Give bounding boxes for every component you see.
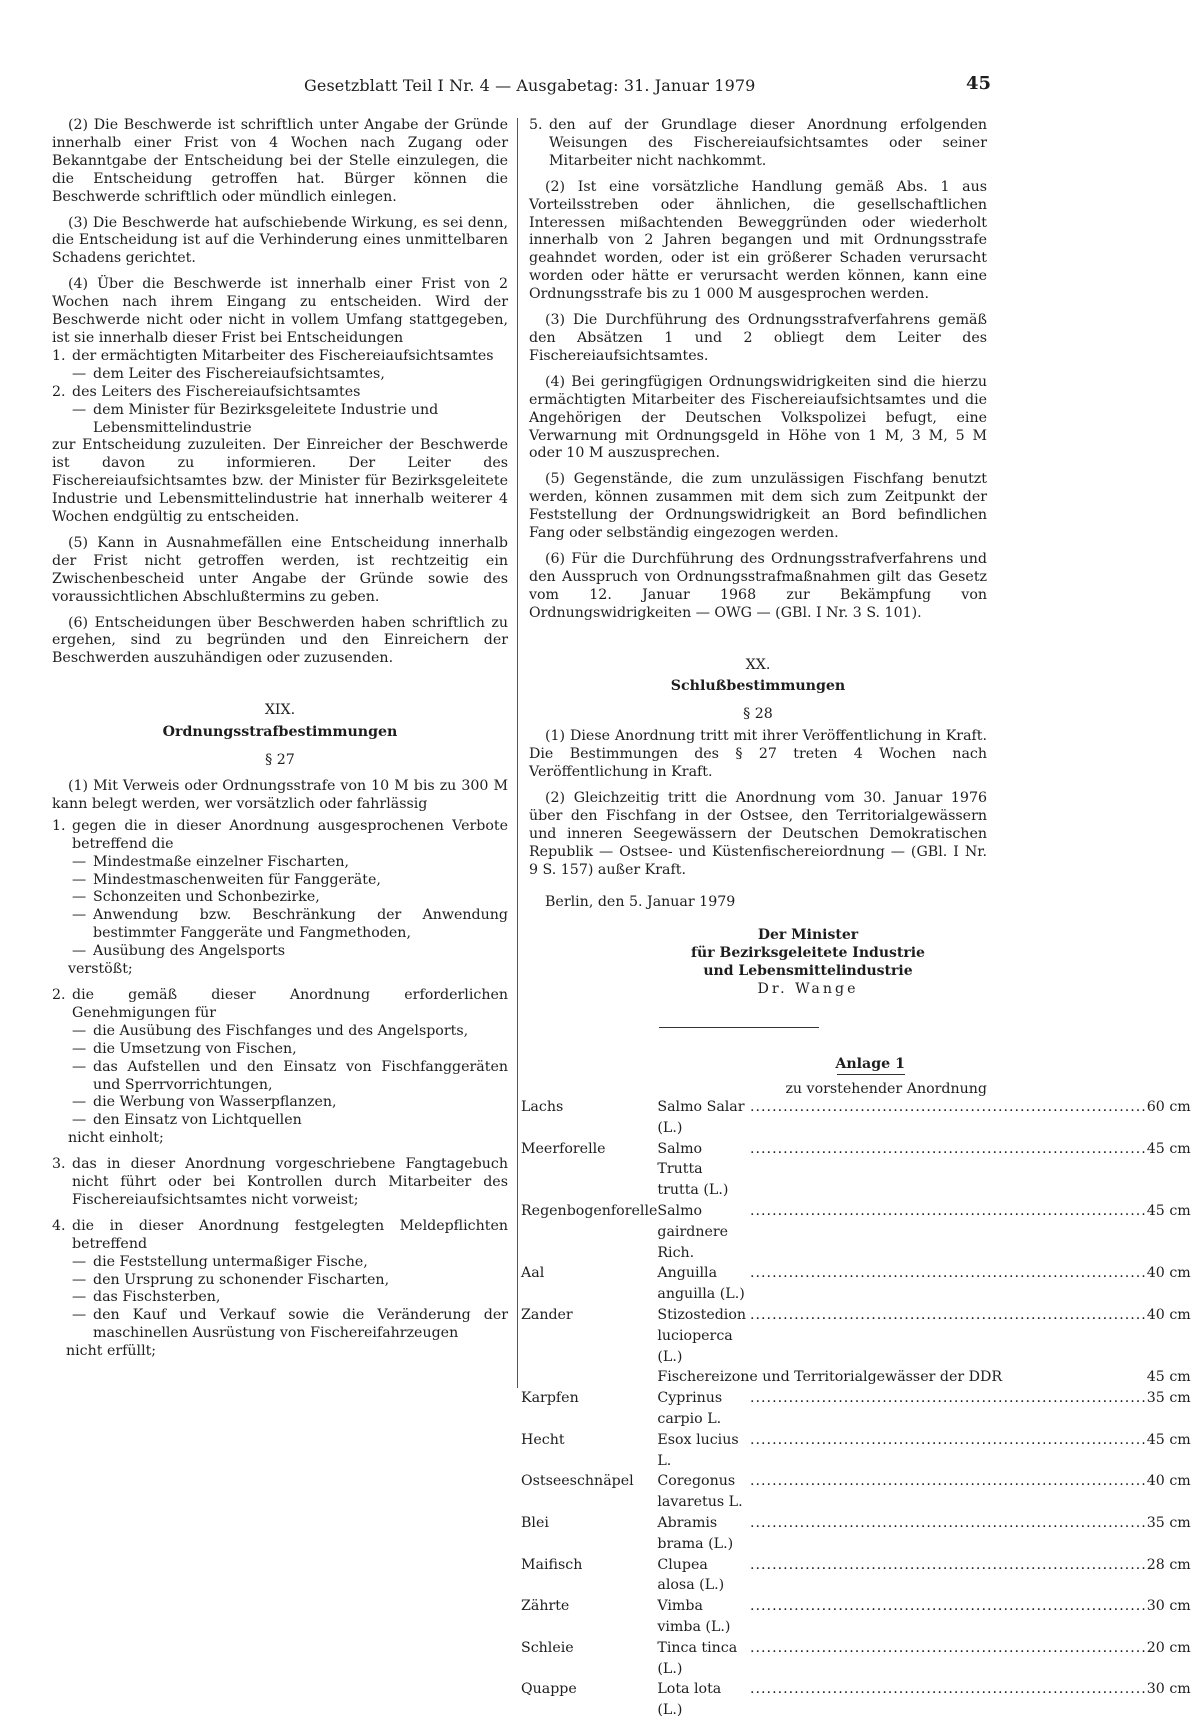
table-row (521, 1367, 1191, 1388)
fish-common-name: Zander (521, 1306, 573, 1323)
fish-latin-cell (657, 1201, 1146, 1263)
item-number: 3. (52, 1156, 66, 1173)
leader-dots (750, 1513, 1147, 1555)
paragraph-27-3: (3) Die Durchführung des Ordnungsstrafverfahrens gemäß den Absätzen 1 und 2 obliegt dem Leiter des Fischereiaufsichtsamtes. (529, 312, 987, 364)
dash-text: die Feststellung untermaßiger Fische, (93, 1253, 368, 1270)
dash-item: — den Ursprung zu schonender Fischarten, (72, 1271, 390, 1288)
item-text: die gemäß dieser Anordnung erforderlichen Genehmigungen für (72, 986, 508, 1021)
place-date: Berlin, den 5. Januar 1979 (545, 893, 736, 910)
fish-latin-cell (657, 1513, 1146, 1555)
table-row (521, 1097, 1191, 1139)
fish-size-table (521, 1097, 1191, 1721)
dash-text: Mindestmaschenweiten für Fanggeräte, (93, 871, 381, 888)
minimum-size: 30 cm (1146, 1681, 1191, 1698)
fish-common-name: Ostseeschnäpel (521, 1473, 634, 1490)
fish-latin-name: Fischereizone und Territorialgewässer der DDR (657, 1369, 1003, 1386)
table-row (521, 1679, 1191, 1721)
minimum-size: 45 cm (1146, 1140, 1191, 1157)
left-column (52, 117, 508, 1361)
signature-block (629, 927, 987, 999)
dash-text: die Umsetzung von Fischen, (93, 1040, 297, 1057)
minimum-size: 35 cm (1146, 1514, 1191, 1531)
leader-dots (750, 1263, 1147, 1305)
dash-text: die Werbung von Wasserpflanzen, (93, 1094, 337, 1111)
fish-latin-name: Esox lucius L. (657, 1431, 739, 1469)
page-header (0, 73, 1024, 101)
dash-item: — Ausübung des Angelsports (72, 943, 286, 960)
signatory-name: Dr. Wange (757, 981, 859, 998)
dash-text: Schonzeiten und Schonbezirke, (93, 889, 320, 906)
dash-item: — das Aufstellen und den Einsatz von Fischfanggeräten und Sperrvorrichtungen, (72, 1058, 508, 1093)
item-text: das in dieser Anordnung vorgeschriebene Fangtagebuch nicht führt oder bei Kontrollen durch Mitarbeiter des Fischereiaufsichtsamtes nicht vorweist; (72, 1156, 508, 1208)
signatory-title: Der Minister (757, 927, 859, 944)
fish-common-name: Quappe (521, 1681, 577, 1698)
paragraph-4-tail: zur Entscheidung zuzuleiten. Der Einreicher der Beschwerde ist davon zu informieren. Der Leiter des Fischereiaufsichtsamtes bzw. der Minister für Bezirksgeleitete Industrie und Lebensmittelindustrie hat innerhalb weiterer 4 Wochen endgültig zu entscheiden. (52, 437, 508, 526)
fish-latin-cell (657, 1430, 1146, 1472)
table-row (521, 1388, 1191, 1430)
dash-text: die Ausübung des Fischfanges und des Angelsports, (93, 1022, 469, 1039)
fish-latin-name: Abramis brama (L.) (657, 1514, 734, 1552)
fish-latin-name: Stizostedion lucioperca (L.) (657, 1306, 747, 1365)
item-number: 1. (52, 347, 66, 364)
fish-latin-name: Lota lota (L.) (657, 1681, 722, 1719)
minimum-size: 30 cm (1146, 1598, 1191, 1615)
fish-common-name: Aal (521, 1265, 545, 1282)
dash-text: das Aufstellen und den Einsatz von Fischfanggeräten und Sperrvorrichtungen, (93, 1058, 508, 1093)
dash-item: — Mindestmaße einzelner Fischarten, (72, 853, 349, 870)
paragraph-6: (6) Entscheidungen über Beschwerden haben schriftlich zu ergehen, sind zu begründen und den Einreichern der Beschwerden auszuhändigen oder zuzusenden. (52, 614, 508, 667)
table-row (521, 1513, 1191, 1555)
signatory-ministry-2: und Lebensmittelindustrie (703, 963, 913, 980)
section-number: XX. (745, 656, 771, 673)
item-number: 2. (52, 383, 66, 400)
fish-latin-name: Cyprinus carpio L. (657, 1390, 723, 1427)
dash-item: — dem Leiter des Fischereiaufsichtsamtes, (72, 365, 385, 382)
paragraph-27-4: (4) Bei geringfügigen Ordnungswidrigkeiten sind die hierzu ermächtigten Mitarbeiter des Fischereiaufsichtsamtes und die Angehörigen der Deutschen Volkspolizei befugt, eine Verwarnung mit Ordnungsgeld in Höhe von 1 M, 3 M, 5 M oder 10 M auszusprechen. (529, 373, 987, 462)
leader-dots (750, 1201, 1147, 1263)
running-title: Gesetzblatt Teil I Nr. 4 — Ausgabetag: 31. Januar 1979 (304, 76, 756, 95)
fish-latin-name: Clupea alosa (L.) (657, 1556, 725, 1594)
table-row (521, 1139, 1191, 1201)
dash-item: — das Fischsterben, (72, 1289, 221, 1306)
list-item (529, 117, 987, 171)
section-number: XIX. (264, 702, 296, 719)
minimum-size: 45 cm (1146, 1369, 1191, 1386)
leader-dots (750, 1139, 1147, 1201)
column-divider (517, 118, 518, 1388)
paragraph-27-1: (1) Mit Verweis oder Ordnungsstrafe von 10 M bis zu 300 M kann belegt werden, wer vorsätzlich oder fahrlässig (52, 778, 508, 812)
fish-latin-cell (657, 1638, 1146, 1680)
item-number: 1. (52, 817, 66, 834)
dash-item: — die Werbung von Wasserpflanzen, (72, 1094, 337, 1111)
fish-latin-cell (657, 1555, 1146, 1597)
fish-latin-name: Tinca tinca (L.) (657, 1639, 738, 1677)
leader-dots (750, 1388, 1147, 1430)
item-text: der ermächtigten Mitarbeiter des Fischereiaufsichtsamtes (72, 347, 494, 364)
minimum-size: 45 cm (1146, 1202, 1191, 1219)
minimum-size: 40 cm (1146, 1265, 1191, 1282)
fish-common-name: Regenbogenforelle (521, 1202, 658, 1219)
paragraph-28-2: (2) Gleichzeitig tritt die Anordnung vom 30. Januar 1976 über den Fischfang in der Ostsee, den Territorialgewässern und inneren Seegewässern der Deutschen Demokratischen Republik — Ostsee- und Küstenfischereiordnung — (GBl. I Nr. 9 S. 157) außer Kraft. (529, 790, 987, 878)
table-row (521, 1471, 1191, 1513)
item-tail: nicht einholt; (68, 1130, 164, 1147)
fish-latin-cell (657, 1263, 1146, 1305)
leader-dots (750, 1305, 1147, 1367)
fish-latin-cell (657, 1367, 1146, 1388)
table-row (521, 1596, 1191, 1638)
annex-subtitle: zu vorstehender Anordnung (785, 1080, 987, 1097)
fish-latin-cell (657, 1471, 1146, 1513)
fish-common-name: Lachs (521, 1099, 564, 1115)
item-number: 5. (529, 117, 543, 133)
leader-dots (750, 1471, 1147, 1513)
list-item (52, 818, 508, 854)
paragraph-4: (4) Über die Beschwerde ist innerhalb einer Frist von 2 Wochen nach ihrem Eingang zu entscheiden. Wird der Beschwerde nicht oder nicht in vollem Umfang stattgegeben, ist sie innerhalb dieser Frist bei Entscheidungen (52, 276, 508, 346)
paragraph-number: § 27 (265, 752, 295, 769)
dash-item: — die Feststellung untermaßiger Fische, (72, 1253, 368, 1270)
fish-latin-name: Salmo Trutta trutta (L.) (657, 1140, 729, 1199)
fish-common-name: Zährte (521, 1598, 570, 1615)
dash-item: — Mindestmaschenweiten für Fanggeräte, (72, 871, 381, 888)
table-row (521, 1555, 1191, 1597)
paragraph-27-6: (6) Für die Durchführung des Ordnungsstrafverfahrens und den Ausspruch von Ordnungsstrafmaßnahmen gilt das Gesetz vom 12. Januar 1968 zur Bekämpfung von Ordnungswidrigkeiten — OWG — (GBl. I Nr. 3 S. 101). (529, 550, 987, 621)
item-text: des Leiters des Fischereiaufsichtsamtes (72, 383, 361, 400)
table-row (521, 1305, 1191, 1367)
dash-text: Ausübung des Angelsports (93, 943, 286, 960)
table-row (521, 1638, 1191, 1680)
dash-item: — die Ausübung des Fischfanges und des Angelsports, (72, 1022, 469, 1039)
item-text: gegen die in dieser Anordnung ausgesprochenen Verbote betreffend die (72, 817, 508, 852)
item-number: 4. (52, 1217, 66, 1234)
paragraph-28-1: (1) Diese Anordnung tritt mit ihrer Veröffentlichung in Kraft. Die Bestimmungen des § 27 treten 4 Wochen nach Veröffentlichung in Kraft. (529, 728, 987, 781)
section-title: Ordnungsstrafbestimmungen (162, 724, 398, 741)
list-item (52, 1156, 508, 1210)
fish-latin-cell (657, 1305, 1146, 1367)
list-item (52, 1218, 508, 1254)
table-row (521, 1263, 1191, 1305)
fish-latin-cell (657, 1097, 1146, 1139)
dash-item: — Anwendung bzw. Beschränkung der Anwendung bestimmter Fanggeräte und Fangmethoden, (72, 907, 508, 942)
minimum-size: 40 cm (1146, 1473, 1191, 1490)
fish-latin-cell (657, 1388, 1146, 1430)
fish-common-name: Karpfen (521, 1390, 579, 1407)
fish-latin-name: Salmo gairdnere Rich. (657, 1202, 729, 1261)
paragraph-5: (5) Kann in Ausnahmefällen eine Entscheidung innerhalb der Frist nicht getroffen werden, ist rechtzeitig ein Zwischenbescheid unter Angabe der Gründe sowie des voraussichtlichen Abschlußtermins zu geben. (52, 534, 508, 605)
fish-latin-cell (657, 1139, 1146, 1201)
fish-latin-cell (657, 1596, 1146, 1638)
fish-common-name (521, 1367, 657, 1388)
fish-latin-name: Anguilla anguilla (L.) (657, 1265, 745, 1303)
minimum-size: 60 cm (1146, 1099, 1191, 1115)
list-item (52, 987, 508, 1023)
page-number: 45 (966, 73, 992, 94)
item-number: 2. (52, 986, 66, 1003)
dash-text: Mindestmaße einzelner Fischarten, (93, 853, 349, 870)
table-row (521, 1201, 1191, 1263)
paragraph-2: (2) Die Beschwerde ist schriftlich unter Angabe der Gründe innerhalb einer Frist von 4 Wochen nach Zugang oder Bekanntgabe der Entscheidung bei der Stelle einzulegen, die die Entscheidung getroffen hat. Bürger können die Beschwerde schriftlich oder mündlich einlegen. (52, 117, 508, 205)
signatory-ministry: für Bezirksgeleitete Industrie (691, 945, 925, 962)
paragraph-27-2: (2) Ist eine vorsätzliche Handlung gemäß Abs. 1 aus Vorteilsstreben oder ähnlichen, die gesellschaftlichen Interessen mißachtenden Beweggründen oder wiederholt innerhalb von 2 Jahren begangen und mit Ordnungsstrafe geahndet worden, oder ist ein größerer Schaden verursacht worden oder hätte er verursacht werden können, kann eine Ordnungsstrafe bis zu 1 000 M ausgesprochen werden. (529, 178, 987, 303)
dash-text: den Kauf und Verkauf sowie die Veränderung der maschinellen Ausrüstung von Fischereifahrzeugen (93, 1307, 508, 1342)
item-text: den auf der Grundlage dieser Anordnung erfolgenden Weisungen des Fischereiaufsichtsamtes oder seiner Mitarbeiter nicht nachkommt. (549, 117, 987, 169)
dash-item: — den Kauf und Verkauf sowie die Veränderung der maschinellen Ausrüstung von Fischereifahrzeugen (72, 1307, 508, 1342)
dash-text: dem Minister für Bezirksgeleitete Industrie und Lebensmittelindustrie (93, 401, 439, 436)
minimum-size: 40 cm (1146, 1306, 1191, 1323)
list-item (52, 348, 508, 366)
dash-text: das Fischsterben, (93, 1289, 221, 1306)
annex-title-underline (837, 1074, 905, 1075)
fish-latin-name: Salmo Salar (L.) (657, 1099, 745, 1136)
fish-common-name: Hecht (521, 1431, 565, 1448)
paragraph-number: § 28 (743, 706, 773, 723)
annex-title: Anlage 1 (835, 1056, 905, 1073)
dash-text: Anwendung bzw. Beschränkung der Anwendung bestimmter Fanggeräte und Fangmethoden, (93, 907, 508, 942)
table-row (521, 1430, 1191, 1472)
fish-latin-name: Coregonus lavaretus L. (657, 1473, 743, 1511)
dash-text: den Einsatz von Lichtquellen (93, 1112, 302, 1129)
leader-dots (750, 1097, 1147, 1139)
item-text: die in dieser Anordnung festgelegten Meldepflichten betreffend (72, 1217, 508, 1252)
leader-dots (750, 1555, 1147, 1597)
dash-item: — den Einsatz von Lichtquellen (72, 1112, 302, 1129)
minimum-size: 20 cm (1146, 1639, 1191, 1656)
paragraph-3: (3) Die Beschwerde hat aufschiebende Wirkung, es sei denn, die Entscheidung ist auf die Verhinderung eines unmittelbaren Schadens gerichtet. (52, 214, 508, 267)
fish-common-name: Schleie (521, 1639, 574, 1656)
separator-rule (659, 1027, 819, 1028)
dash-item: — Schonzeiten und Schonbezirke, (72, 889, 320, 906)
leader-dots (750, 1638, 1147, 1680)
paragraph-27-5: (5) Gegenstände, die zum unzulässigen Fischfang benutzt werden, können zusammen mit dem sich zum Zeitpunkt der Feststellung der Ordnungswidrigkeit an Bord befindlichen Fang oder selbständig eingezogen werden. (529, 471, 987, 542)
item-tail: nicht erfüllt; (66, 1343, 157, 1360)
minimum-size: 45 cm (1146, 1431, 1191, 1448)
fish-common-name: Maifisch (521, 1556, 583, 1573)
list-item (52, 384, 508, 402)
dash-text: den Ursprung zu schonender Fischarten, (93, 1271, 390, 1288)
dash-item: — die Umsetzung von Fischen, (72, 1040, 297, 1057)
leader-dots (750, 1430, 1147, 1472)
leader-dots (750, 1679, 1147, 1721)
minimum-size: 28 cm (1146, 1556, 1191, 1573)
fish-latin-cell (657, 1679, 1146, 1721)
dash-item: — dem Minister für Bezirksgeleitete Industrie und Lebensmittelindustrie (72, 401, 439, 436)
fish-common-name: Blei (521, 1514, 549, 1531)
minimum-size: 35 cm (1146, 1390, 1191, 1407)
section-title: Schlußbestimmungen (670, 678, 846, 695)
dash-text: dem Leiter des Fischereiaufsichtsamtes, (93, 365, 385, 382)
fish-common-name: Meerforelle (521, 1140, 606, 1157)
fish-latin-name: Vimba vimba (L.) (657, 1598, 731, 1635)
leader-dots (750, 1596, 1147, 1638)
right-column (529, 117, 987, 1099)
item-tail: verstößt; (68, 961, 133, 978)
